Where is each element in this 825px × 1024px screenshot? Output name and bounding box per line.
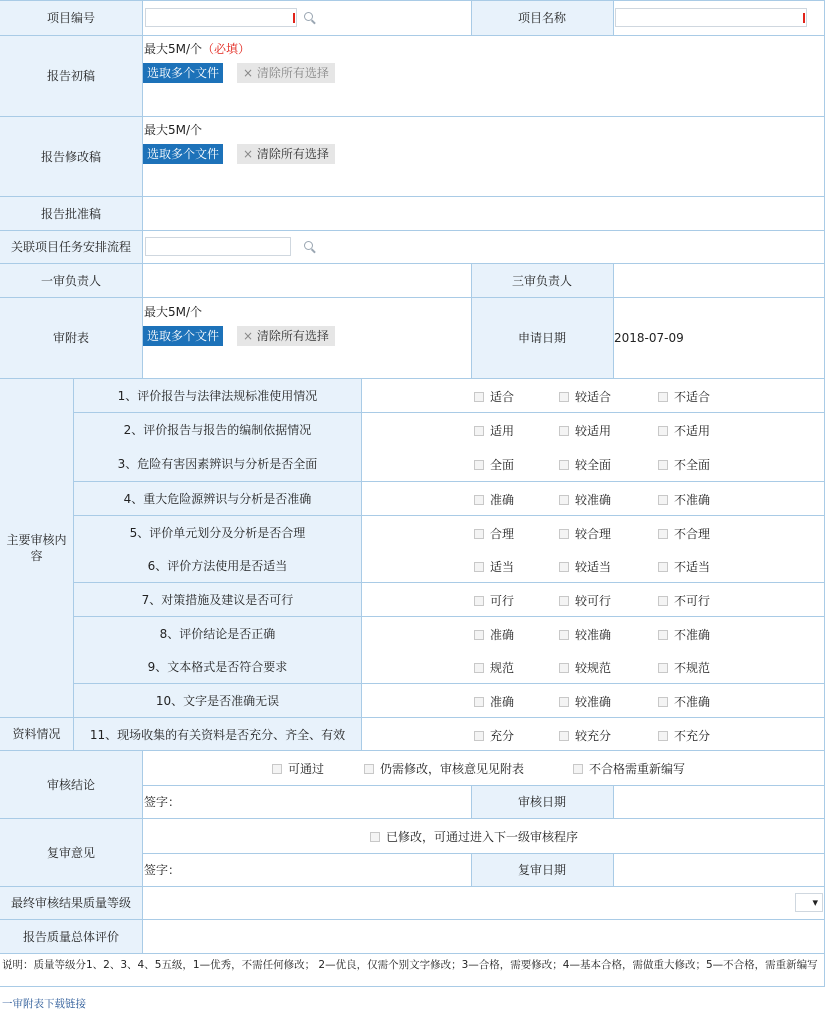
option-label: 合理 bbox=[490, 527, 515, 541]
chevron-down-icon: ▾ bbox=[812, 896, 818, 909]
option-label: 可行 bbox=[490, 594, 515, 608]
option-label: 不准确 bbox=[674, 493, 711, 507]
option-label: 不准确 bbox=[674, 628, 711, 642]
required-marker bbox=[293, 13, 295, 23]
clear-selection-button[interactable]: × 清除所有选择 bbox=[237, 63, 335, 83]
checkbox[interactable] bbox=[559, 529, 569, 539]
question-option[interactable] bbox=[658, 456, 710, 473]
checkbox[interactable] bbox=[474, 426, 484, 436]
report-draft-label: 报告初稿 bbox=[0, 36, 142, 116]
project-no-input[interactable] bbox=[145, 8, 297, 27]
max-size-text: 最大5M/个 bbox=[144, 305, 203, 319]
checkbox[interactable] bbox=[559, 392, 569, 402]
required-marker bbox=[803, 13, 805, 23]
checkbox[interactable] bbox=[658, 426, 668, 436]
question-text: 5、评价单元划分及分析是否合理 bbox=[129, 526, 306, 540]
option-label: 不合理 bbox=[674, 527, 711, 541]
option-label: 准确 bbox=[490, 493, 515, 507]
checkbox[interactable] bbox=[559, 495, 569, 505]
choose-files-button[interactable]: 选取多个文件 bbox=[143, 326, 223, 346]
question-option[interactable] bbox=[559, 456, 611, 473]
option-label: 全面 bbox=[490, 458, 515, 472]
option-label: 较准确 bbox=[575, 493, 612, 507]
checkbox[interactable] bbox=[474, 392, 484, 402]
apply-date-label: 申请日期 bbox=[471, 298, 613, 378]
option-label: 较可行 bbox=[575, 594, 612, 608]
question-option[interactable] bbox=[658, 491, 710, 508]
checkbox[interactable] bbox=[474, 596, 484, 606]
project-no-label: 项目编号 bbox=[0, 1, 142, 35]
report-batch-label: 报告批准稿 bbox=[0, 197, 142, 230]
recheck-date-label: 复审日期 bbox=[471, 854, 613, 886]
option-label: 不全面 bbox=[674, 458, 711, 472]
overall-eval-label: 报告质量总体评价 bbox=[0, 920, 142, 953]
option-label: 规范 bbox=[490, 661, 515, 675]
question-option[interactable] bbox=[474, 626, 514, 643]
conclusion-sign-label: 签字： bbox=[144, 795, 181, 809]
data-group-label: 资料情况 bbox=[0, 718, 73, 750]
question-option[interactable] bbox=[474, 592, 514, 609]
question-text: 8、评价结论是否正确 bbox=[159, 627, 276, 641]
related-flow-input[interactable] bbox=[145, 237, 291, 256]
conclusion-option-revise[interactable]: 仍需修改，审核意见见附表 bbox=[364, 760, 524, 777]
question-option[interactable] bbox=[559, 659, 611, 676]
option-label: 较适当 bbox=[575, 560, 612, 574]
question-text: 4、重大危险源辨识与分析是否准确 bbox=[123, 492, 312, 506]
question-text: 10、文字是否准确无误 bbox=[155, 694, 280, 708]
checkbox[interactable] bbox=[474, 697, 484, 707]
option-label: 不充分 bbox=[674, 729, 711, 743]
attachment-download-link[interactable]: 一审附表下载链接 bbox=[2, 998, 86, 1010]
search-icon[interactable] bbox=[304, 12, 313, 21]
checkbox[interactable] bbox=[474, 630, 484, 640]
option-label: 较全面 bbox=[575, 458, 612, 472]
checkbox[interactable] bbox=[658, 529, 668, 539]
checkbox[interactable] bbox=[658, 392, 668, 402]
project-name-input[interactable] bbox=[615, 8, 807, 27]
question-option[interactable] bbox=[658, 388, 710, 405]
checkbox[interactable] bbox=[658, 731, 668, 741]
checkbox[interactable] bbox=[658, 562, 668, 572]
close-icon: × bbox=[243, 147, 254, 161]
checkbox[interactable] bbox=[559, 731, 569, 741]
third-reviewer-label: 三审负责人 bbox=[471, 264, 613, 297]
question-option[interactable] bbox=[474, 422, 514, 439]
option-label: 较适合 bbox=[575, 390, 612, 404]
question-text: 2、评价报告与报告的编制依据情况 bbox=[123, 423, 312, 437]
question-text: 6、评价方法使用是否适当 bbox=[147, 559, 288, 573]
question-option[interactable] bbox=[474, 491, 514, 508]
clear-selection-button[interactable]: × 清除所有选择 bbox=[237, 326, 335, 346]
close-icon: × bbox=[243, 66, 254, 80]
checkbox[interactable] bbox=[474, 529, 484, 539]
checkbox[interactable] bbox=[559, 460, 569, 470]
option-label: 准确 bbox=[490, 695, 515, 709]
checkbox[interactable] bbox=[658, 460, 668, 470]
question-option[interactable] bbox=[658, 525, 710, 542]
question-option[interactable] bbox=[474, 659, 514, 676]
main-review-group-label: 主要审核内容 bbox=[0, 379, 73, 717]
option-label: 准确 bbox=[490, 628, 515, 642]
question-option[interactable] bbox=[658, 626, 710, 643]
question-option[interactable] bbox=[559, 558, 611, 575]
recheck-label: 复审意见 bbox=[0, 819, 142, 886]
checkbox[interactable] bbox=[658, 697, 668, 707]
question-option[interactable] bbox=[474, 456, 514, 473]
checkbox[interactable] bbox=[364, 764, 374, 774]
conclusion-option-fail[interactable]: 不合格需重新编写 bbox=[573, 760, 685, 777]
question-option[interactable] bbox=[559, 727, 611, 744]
max-size-text: 最大5M/个 bbox=[144, 123, 203, 137]
checkbox[interactable] bbox=[658, 630, 668, 640]
question-option[interactable] bbox=[559, 626, 611, 643]
question-option[interactable] bbox=[658, 558, 710, 575]
option-label: 较适用 bbox=[575, 424, 612, 438]
close-icon: × bbox=[243, 329, 254, 343]
question-text: 1、评价报告与法律法规标准使用情况 bbox=[117, 389, 318, 403]
checkbox[interactable] bbox=[474, 562, 484, 572]
checkbox[interactable] bbox=[474, 663, 484, 673]
option-label: 适用 bbox=[490, 424, 515, 438]
checkbox[interactable] bbox=[573, 764, 583, 774]
required-text: （必填） bbox=[202, 42, 251, 56]
question-text: 11、现场收集的有关资料是否充分、齐全、有效 bbox=[89, 728, 346, 742]
final-grade-select[interactable] bbox=[795, 893, 823, 912]
project-name-label: 项目名称 bbox=[471, 1, 613, 35]
question-option[interactable] bbox=[474, 558, 514, 575]
related-flow-label: 关联项目任务安排流程 bbox=[0, 231, 142, 263]
option-label: 较规范 bbox=[575, 661, 612, 675]
checkbox[interactable] bbox=[658, 596, 668, 606]
option-label: 不可行 bbox=[674, 594, 711, 608]
checkbox[interactable] bbox=[474, 731, 484, 741]
question-option[interactable] bbox=[559, 592, 611, 609]
option-label: 较充分 bbox=[575, 729, 612, 743]
search-icon[interactable] bbox=[304, 241, 313, 250]
choose-files-button[interactable]: 选取多个文件 bbox=[143, 63, 223, 83]
checkbox[interactable] bbox=[370, 832, 380, 842]
question-option[interactable] bbox=[658, 693, 710, 710]
checkbox[interactable] bbox=[474, 495, 484, 505]
clear-selection-button[interactable]: × 清除所有选择 bbox=[237, 144, 335, 164]
max-size-text: 最大5M/个 bbox=[144, 42, 203, 56]
checkbox[interactable] bbox=[559, 596, 569, 606]
option-label: 较准确 bbox=[575, 695, 612, 709]
question-option[interactable] bbox=[559, 491, 611, 508]
question-option[interactable] bbox=[559, 525, 611, 542]
option-label: 不规范 bbox=[674, 661, 711, 675]
recheck-option-pass[interactable]: 已修改，可通过进入下一级审核程序 bbox=[370, 828, 578, 845]
question-option[interactable] bbox=[474, 727, 514, 744]
option-label: 不适当 bbox=[674, 560, 711, 574]
question-option[interactable] bbox=[559, 422, 611, 439]
option-label: 较合理 bbox=[575, 527, 612, 541]
audit-date-label: 审核日期 bbox=[471, 786, 613, 818]
final-grade-label: 最终审核结果质量等级 bbox=[0, 887, 142, 919]
grade-note: 说明：质量等级分1、2、3、4、5五级，1—优秀，不需任何修改； 2—优良，仅需个别文字修改；3—合格，需要修改；4—基本合格，需做重大修改；5—不合格，需重新编写 bbox=[2, 959, 818, 971]
option-label: 不准确 bbox=[674, 695, 711, 709]
option-label: 不适用 bbox=[674, 424, 711, 438]
option-label: 较准确 bbox=[575, 628, 612, 642]
checkbox[interactable] bbox=[272, 764, 282, 774]
question-option[interactable] bbox=[658, 659, 710, 676]
checkbox[interactable] bbox=[559, 663, 569, 673]
checkbox[interactable] bbox=[559, 426, 569, 436]
choose-files-button[interactable]: 选取多个文件 bbox=[143, 144, 223, 164]
checkbox[interactable] bbox=[474, 460, 484, 470]
question-text: 7、对策措施及建议是否可行 bbox=[141, 593, 294, 607]
checkbox[interactable] bbox=[559, 562, 569, 572]
checkbox[interactable] bbox=[559, 697, 569, 707]
option-label: 充分 bbox=[490, 729, 515, 743]
question-option[interactable] bbox=[658, 422, 710, 439]
question-option[interactable] bbox=[658, 592, 710, 609]
question-text: 9、文本格式是否符合要求 bbox=[147, 660, 288, 674]
option-label: 适合 bbox=[490, 390, 515, 404]
question-option[interactable] bbox=[474, 693, 514, 710]
question-text: 3、危险有害因素辨识与分析是否全面 bbox=[117, 457, 318, 471]
question-option[interactable] bbox=[559, 693, 611, 710]
first-reviewer-label: 一审负责人 bbox=[0, 264, 142, 297]
recheck-sign-label: 签字： bbox=[144, 863, 181, 877]
question-option[interactable] bbox=[474, 388, 514, 405]
option-label: 适当 bbox=[490, 560, 515, 574]
question-option[interactable] bbox=[474, 525, 514, 542]
option-label: 不适合 bbox=[674, 390, 711, 404]
question-option[interactable] bbox=[658, 727, 710, 744]
conclusion-option-pass[interactable]: 可通过 bbox=[272, 760, 324, 777]
conclusion-label: 审核结论 bbox=[0, 751, 142, 818]
report-revision-label: 报告修改稿 bbox=[0, 117, 142, 196]
apply-date-value: 2018-07-09 bbox=[614, 331, 684, 345]
attach-label: 审附表 bbox=[0, 298, 142, 378]
checkbox[interactable] bbox=[559, 630, 569, 640]
checkbox[interactable] bbox=[658, 663, 668, 673]
question-option[interactable] bbox=[559, 388, 611, 405]
checkbox[interactable] bbox=[658, 495, 668, 505]
